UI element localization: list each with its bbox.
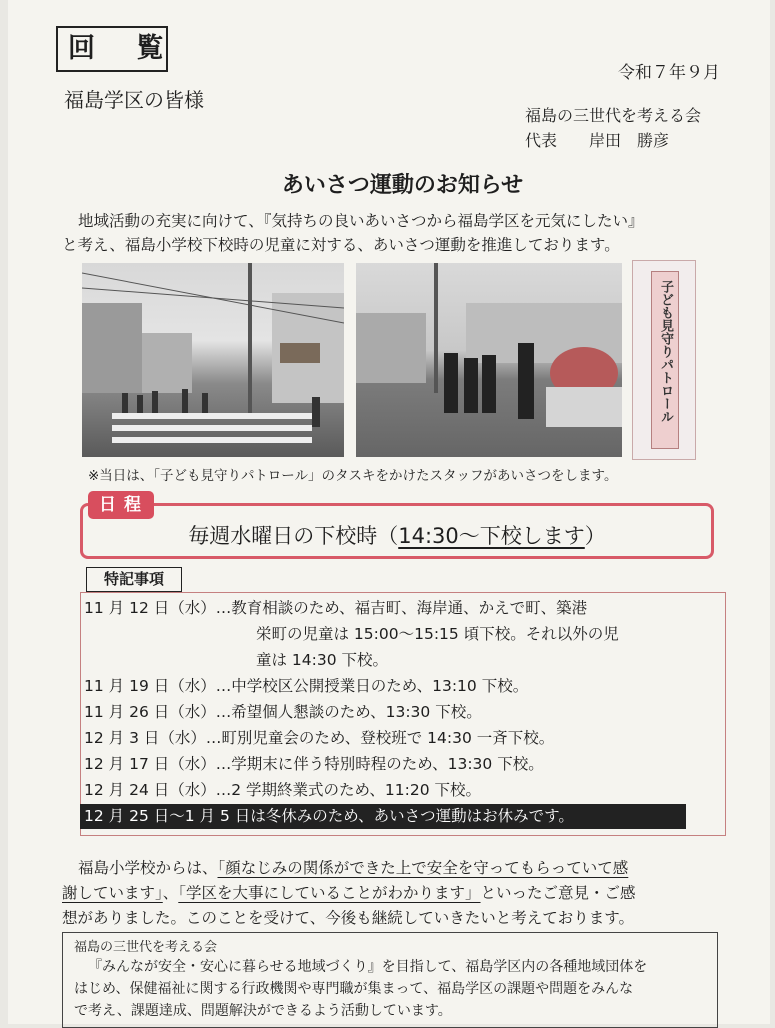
closing-text: 、 [162, 884, 179, 902]
closing-text: といったご意見・ご感 [480, 884, 636, 902]
closing-line-2 [62, 881, 742, 906]
patrol-sash-photo [632, 260, 696, 460]
street-crossing-photo [82, 263, 344, 457]
house-roof [280, 343, 320, 363]
schedule-time: 14:30〜下校します [398, 524, 585, 548]
patrol-staff-illustration [356, 263, 622, 457]
circulation-label: 回 覧 [56, 26, 168, 72]
sender-organization: 福島の三世代を考える会 [525, 106, 702, 125]
house-middle [142, 333, 192, 393]
note-row: 12 月 3 日（水）…町別児童会のため、登校班で 14:30 一斉下校。 [84, 729, 555, 747]
note-row: 11 月 12 日（水）…教育相談のため、福吉町、海岸通、かえで町、築港 [84, 599, 588, 617]
building-left [356, 313, 426, 383]
closing-line-1 [62, 856, 742, 881]
issue-date: 令和７年９月 [618, 63, 720, 83]
note-row-continuation: 童は 14:30 下校。 [256, 651, 389, 669]
closing-text: 福島小学校からは、 [78, 859, 218, 877]
intro-line-1: 地域活動の充実に向けて、『気持ちの良いあいさつから福島学区を元気にしたい』 [78, 212, 644, 230]
schedule-prefix: 毎週水曜日の下校時（ [188, 524, 399, 548]
intro-paragraph [62, 209, 742, 257]
patrol-staff-photo [356, 263, 622, 457]
closing-quote-1-end: 謝しています」 [62, 884, 163, 902]
schedule-text [80, 520, 714, 550]
photo-caption: ※当日は、「子ども見守りパトロール」のタスキをかけたスタッフがあいさつをします。 [88, 468, 618, 484]
org-info-line-3: で考え、課題達成、問題解決ができるよう活動しています。 [74, 1003, 452, 1019]
org-info-line-2: はじめ、保健福祉に関する行政機関や専門職が集まって、福島学区の課題や問題をみんな [74, 981, 634, 997]
schedule-tag: 日程 [88, 491, 154, 519]
org-info-line-1: 『みんなが安全・安心に暮らせる地域づくり』を目指して、福島学区内の各種地域団体を [88, 959, 648, 975]
addressee: 福島学区の皆様 [64, 88, 204, 112]
note-row: 11 月 19 日（水）…中学校区公開授業日のため、13:10 下校。 [84, 677, 529, 695]
organization-info-body [74, 956, 714, 1022]
note-row-continuation: 栄町の児童は 15:00〜15:15 頃下校。それ以外の児 [256, 625, 619, 643]
house-left [82, 303, 142, 393]
organization-info-title: 福島の三世代を考える会 [74, 940, 218, 955]
winter-break-notice: 12 月 25 日〜1 月 5 日は冬休みのため、あいさつ運動はお休みです。 [80, 804, 686, 829]
sender-representative: 代表 岸田 勝彦 [525, 131, 670, 150]
note-row: 12 月 17 日（水）…学期末に伴う特別時程のため、13:30 下校。 [84, 755, 544, 773]
intro-line-2: と考え、福島小学校下校時の児童に対する、あいさつ運動を推進しております。 [62, 236, 620, 254]
page-title: あいさつ運動のお知らせ [281, 173, 524, 198]
note-row: 12 月 24 日（水）…2 学期終業式のため、11:20 下校。 [84, 781, 481, 799]
stone-wall [546, 387, 622, 427]
patrol-sash-text: 子ども見守りパトロール [651, 271, 679, 449]
closing-quote-2: 「学区を大事にしていることがわかります」 [178, 884, 481, 902]
closing-line-3: 想がありました。このことを受けて、今後も継続していきたいと考えております。 [62, 909, 634, 927]
schedule-suffix: ） [584, 524, 606, 548]
closing-paragraph [62, 856, 742, 931]
crosswalk [112, 413, 312, 443]
special-notes-tag: 特記事項 [86, 567, 182, 592]
note-row: 11 月 26 日（水）…希望個人懇談のため、13:30 下校。 [84, 703, 482, 721]
street-crossing-illustration [82, 263, 344, 457]
closing-quote-1: 「顔なじみの関係ができた上で安全を守ってもらっていて感 [217, 859, 629, 877]
